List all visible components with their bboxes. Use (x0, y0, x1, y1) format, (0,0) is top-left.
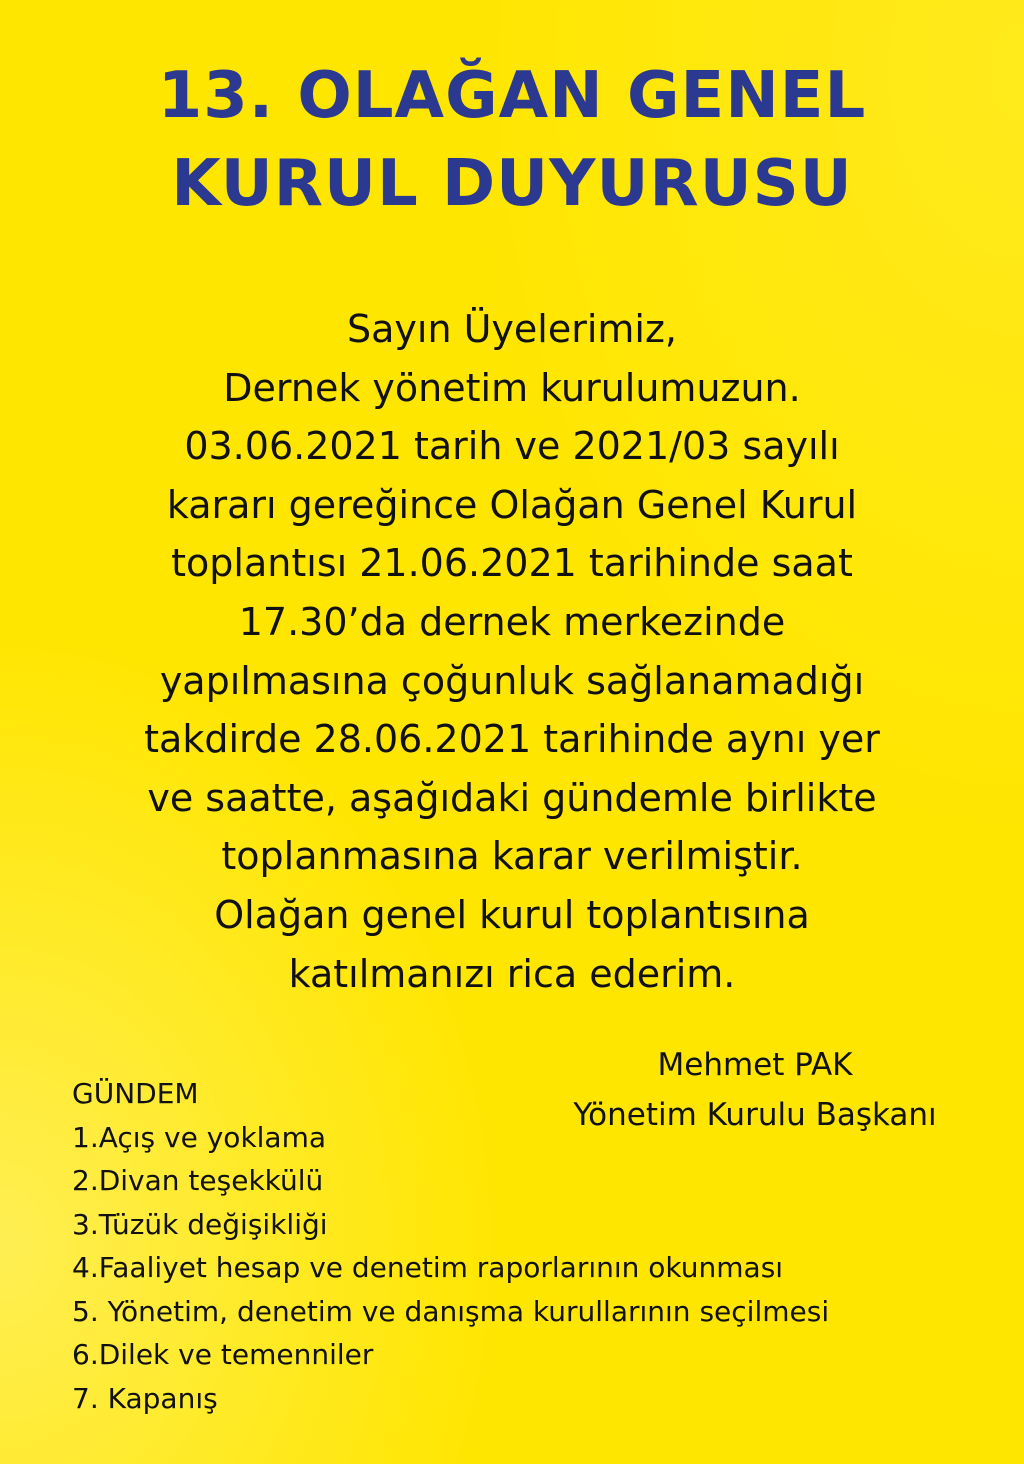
agenda-item: 7. Kapanış (72, 1381, 218, 1415)
agenda-section (72, 1072, 1012, 1420)
agenda-item: 3.Tüzük değişikliği (72, 1207, 328, 1241)
agenda-item: 4.Faaliyet hesap ve denetim raporlarının okunması (72, 1251, 784, 1284)
agenda-list (72, 1116, 1012, 1421)
signature-name: Mehmet PAK (657, 1047, 853, 1083)
message-line: kararı gereğince Olağan Genel Kurul (166, 482, 858, 527)
signature-role: Yönetim Kurulu Başkanı (573, 1097, 937, 1133)
message-line: 17.30’da dernek merkezinde (238, 599, 786, 644)
message-line: toplanmasına karar verilmiştir. (221, 834, 803, 879)
message-line: toplantısı 21.06.2021 tarihinde saat (171, 541, 853, 586)
announcement-message (40, 300, 984, 1003)
message-line: Sayın Üyelerimiz, (346, 307, 677, 351)
message-line: yapılmasına çoğunluk sağlanamadığı (159, 658, 865, 703)
message-line: katılmanızı rica ederim. (288, 951, 736, 996)
message-line: Olağan genel kurul toplantısına (214, 892, 810, 937)
agenda-item: 2.Divan teşekkülü (72, 1164, 324, 1197)
agenda-item: 5. Yönetim, denetim ve danışma kurullarının seçilmesi (72, 1294, 830, 1328)
title-line-1: 13. OLAĞAN GENEL (157, 59, 867, 133)
message-line: Dernek yönetim kurulumuzun. (223, 365, 801, 410)
message-line: ve saatte, aşağıdaki gündemle birlikte (147, 775, 877, 820)
agenda-title: GÜNDEM (72, 1077, 199, 1110)
agenda-item: 1.Açış ve yoklama (72, 1120, 327, 1154)
title-line-2: KURUL DUYURUSU (171, 147, 853, 221)
message-line: 03.06.2021 tarih ve 2021/03 sayılı (184, 424, 840, 469)
message-line: takdirde 28.06.2021 tarihinde aynı yer (144, 717, 880, 762)
agenda-item: 6.Dilek ve temenniler (72, 1338, 374, 1371)
page-title (0, 52, 1024, 228)
